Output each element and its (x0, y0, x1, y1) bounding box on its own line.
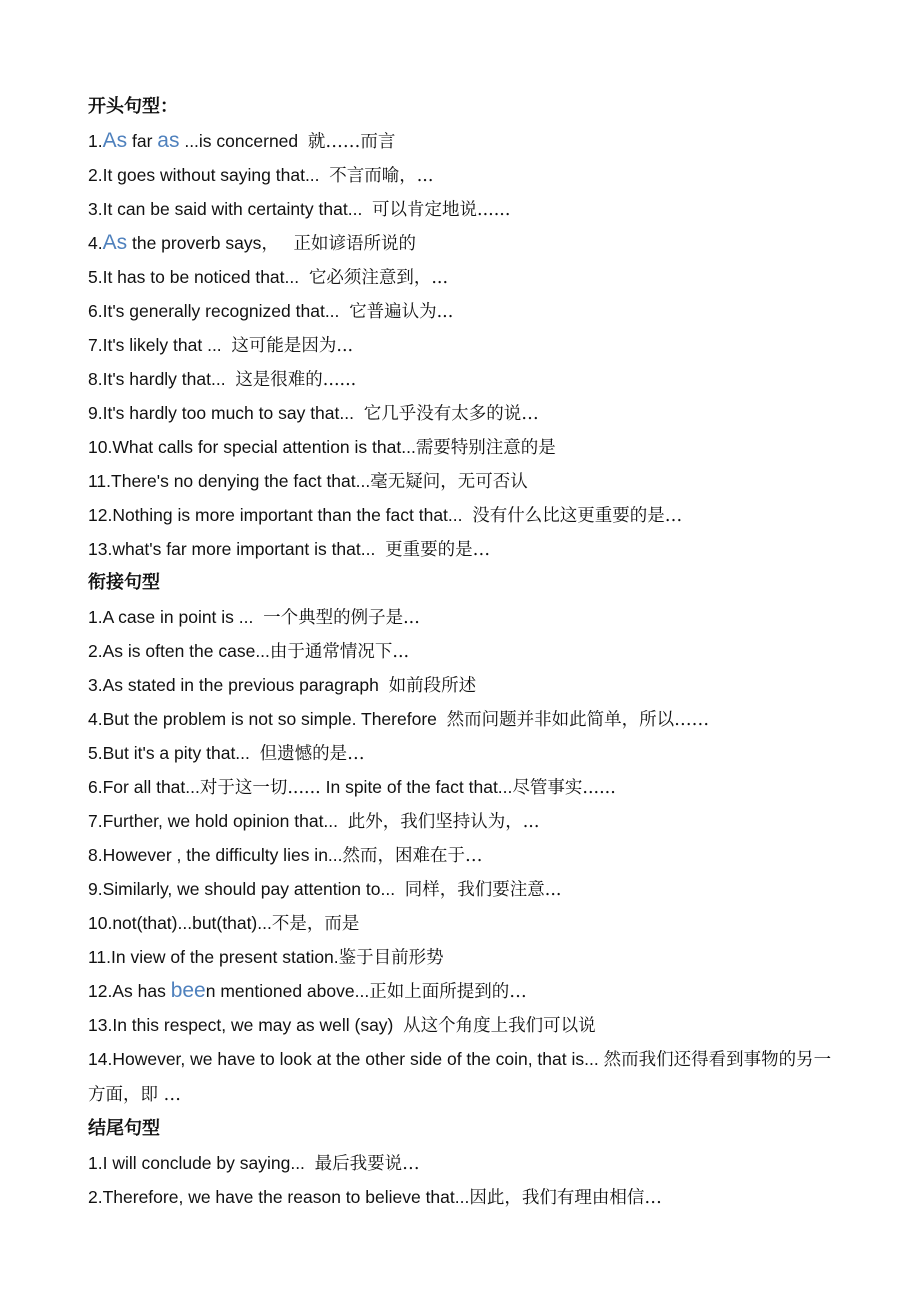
item-chinese: 同样，我们要注意... (404, 880, 562, 900)
item-chinese: 正如上面所提到的… (369, 982, 527, 1002)
item-chinese: 就……而言 (307, 132, 396, 152)
list-item (88, 872, 848, 906)
item-chinese: 正如谚语所说的 (293, 234, 416, 254)
item-chinese: 不是，而是 (271, 914, 360, 934)
item-chinese: 因此，我们有理由相信… (469, 1188, 662, 1208)
list-item (88, 906, 848, 940)
item-chinese: 由于通常情况下... (269, 642, 410, 662)
item-chinese: 一个典型的例子是... (263, 608, 420, 628)
highlighted-word: bee (170, 979, 206, 1002)
item-chinese: 这是很难的...... (235, 370, 357, 390)
list-item (88, 430, 848, 464)
item-english: 12.As has (88, 981, 171, 1001)
list-item (88, 770, 848, 804)
list-item (88, 396, 848, 430)
item-chinese: 毫无疑问，无可否认 (370, 472, 528, 492)
item-english: 8.It's hardly that... (88, 369, 236, 389)
item-chinese: 尽管事实...... (512, 778, 616, 798)
list-item (88, 1180, 848, 1214)
list-item (88, 498, 848, 532)
section-heading-closing: 结尾句型 (88, 1118, 160, 1139)
list-item (88, 838, 848, 872)
document-content (88, 90, 848, 1214)
item-chinese: 需要特别注意的是 (415, 438, 556, 458)
item-chinese: 最后我要说… (314, 1154, 420, 1174)
section-heading-opening: 开头句型： (88, 96, 178, 117)
list-item (88, 260, 848, 294)
item-english: 3.It can be said with certainty that... (88, 199, 373, 219)
item-english: 6.It's generally recognized that... (88, 301, 350, 321)
list-item (88, 464, 848, 498)
item-english: 13.In this respect, we may as well (say) (88, 1015, 404, 1035)
list-item (88, 532, 848, 566)
item-number: 4. (88, 233, 103, 253)
item-english: 2.Therefore, we have the reason to believe that... (88, 1187, 470, 1207)
item-chinese: 然而，困难在于… (342, 846, 483, 866)
item-english: 13.what's far more important is that... (88, 539, 386, 559)
item-chinese: 可以肯定地说...... (372, 200, 511, 220)
list-item (88, 294, 848, 328)
list-item (88, 940, 848, 974)
item-english: 11.In view of the present station. (88, 947, 339, 967)
item-chinese: 这可能是因为... (231, 336, 354, 356)
item-english: 9.Similarly, we should pay attention to... (88, 879, 405, 899)
list-item (88, 668, 848, 702)
item-english: 11.There's no denying the fact that... (88, 471, 371, 491)
list-item (88, 1042, 848, 1112)
item-english: 8.However , the difficulty lies in... (88, 845, 343, 865)
item-english: n mentioned above... (205, 981, 370, 1001)
list-item (88, 328, 848, 362)
list-item (88, 226, 848, 260)
list-item (88, 736, 848, 770)
list-item (88, 804, 848, 838)
item-english: 10.not(that)...but(that)... (88, 913, 272, 933)
item-english: 4.But the problem is not so simple. Therefore (88, 709, 447, 729)
item-english: 1.A case in point is ... (88, 607, 264, 627)
item-english: 2.As is often the case... (88, 641, 270, 661)
item-chinese: 不言而喻，... (329, 166, 434, 186)
list-item (88, 1146, 848, 1180)
item-chinese: 然而问题并非如此简单，所以…… (446, 710, 710, 730)
item-english: 7.Further, we hold opinion that... (88, 811, 348, 831)
item-english: 6.For all that... (88, 777, 200, 797)
list-item (88, 158, 848, 192)
item-english: the proverb says， (127, 233, 294, 253)
item-english: 12.Nothing is more important than the fact that... (88, 505, 473, 525)
item-english: 3.As stated in the previous paragraph (88, 675, 389, 695)
highlighted-word: as (157, 129, 180, 152)
item-english: 5.It has to be noticed that... (88, 267, 309, 287)
highlighted-word: As (102, 129, 128, 152)
item-chinese: 但遗憾的是… (259, 744, 365, 764)
item-chinese: 对于这一切...... (199, 778, 321, 798)
item-chinese: 鉴于目前形势 (338, 948, 444, 968)
section-heading-transition: 衔接句型 (88, 572, 160, 593)
item-english: 7.It's likely that ... (88, 335, 232, 355)
list-item (88, 600, 848, 634)
item-text: far (127, 131, 158, 151)
item-chinese: 它普遍认为... (349, 302, 454, 322)
list-item (88, 974, 848, 1008)
item-english: 10.What calls for special attention is that... (88, 437, 416, 457)
item-english: ...is concerned (179, 131, 308, 151)
list-item (88, 702, 848, 736)
item-number: 1. (88, 131, 103, 151)
item-english: 5.But it's a pity that... (88, 743, 260, 763)
highlighted-word: As (102, 231, 128, 254)
item-english: 14.However, we have to look at the other side of the coin, that is... (88, 1049, 604, 1069)
item-chinese: 从这个角度上我们可以说 (403, 1016, 596, 1036)
item-english: 2.It goes without saying that... (88, 165, 330, 185)
item-english: 1.I will conclude by saying... (88, 1153, 315, 1173)
list-item (88, 362, 848, 396)
item-chinese: 此外，我们坚持认为，... (347, 812, 540, 832)
item-english: In spite of the fact that... (320, 777, 513, 797)
item-chinese: 它几乎没有太多的说… (363, 404, 539, 424)
item-chinese: 没有什么比这更重要的是… (472, 506, 683, 526)
list-item (88, 124, 848, 158)
item-chinese: 它必须注意到，... (308, 268, 449, 288)
item-chinese: 更重要的是… (385, 540, 491, 560)
item-english: 9.It's hardly too much to say that... (88, 403, 364, 423)
list-item (88, 192, 848, 226)
item-chinese: 如前段所述 (388, 676, 477, 696)
list-item (88, 1008, 848, 1042)
list-item (88, 634, 848, 668)
item-chinese: 然而我们还得看到事物的另一方面，即 … (88, 1050, 832, 1105)
